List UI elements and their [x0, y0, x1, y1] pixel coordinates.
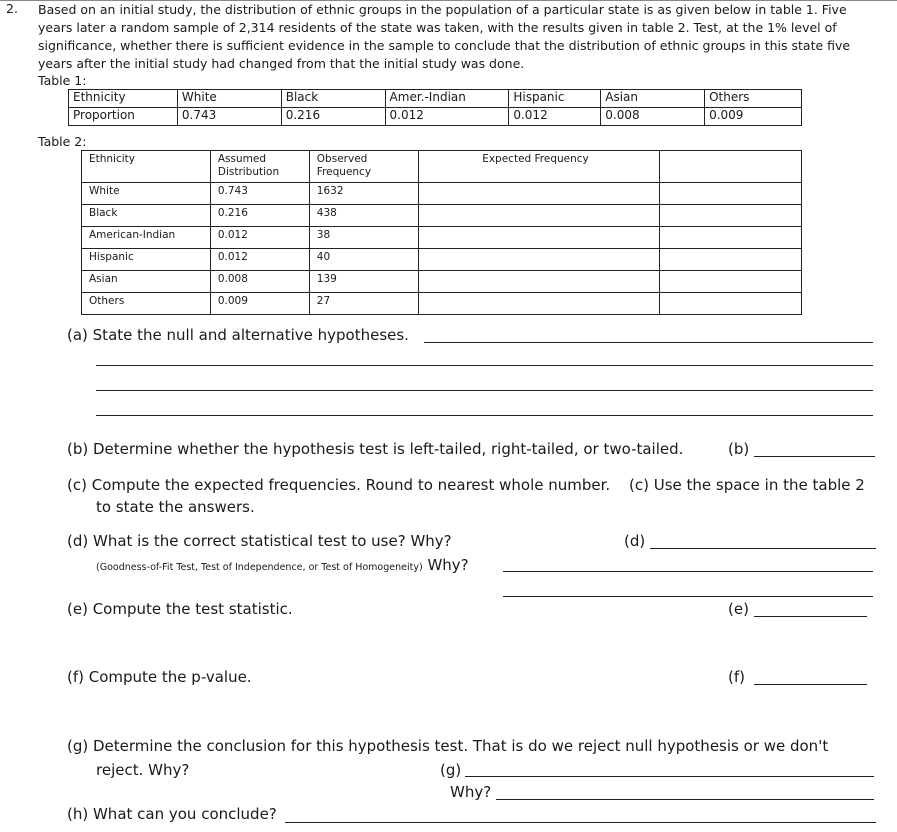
expected-frequency-answer[interactable]: [418, 249, 660, 271]
table2-cell: Hispanic: [82, 249, 211, 271]
table2-cell: 27: [309, 293, 418, 315]
part-c-prompt: (c) Compute the expected frequencies. Round to nearest whole number.: [67, 476, 611, 494]
part-f-answer-label: (f): [728, 668, 745, 686]
table2-header: Ethnicity: [82, 151, 211, 183]
part-g-why-label: Why?: [450, 783, 492, 801]
table2-cell: Black: [82, 205, 211, 227]
table1-cell: Others: [705, 90, 802, 108]
table2-cell: 139: [309, 271, 418, 293]
question-intro: Based on an initial study, the distribution of ethnic groups in the population of a particular state is as given below in table 1. Five years later a random sample of 2,314 residents of the state was taken, with the results given in table 2. Test, at the 1% level of significance, whether there is sufficient evidence in the sample to conclude that the distribution of ethnic groups in this state five years after the initial study had changed from that the initial study was done.: [38, 2, 851, 71]
table1-cell: Asian: [601, 90, 705, 108]
table1-label: Table 1:: [38, 73, 87, 88]
table2-cell: 40: [309, 249, 418, 271]
part-b-answer-label: (b): [728, 440, 750, 458]
table2-cell: 0.743: [210, 183, 309, 205]
table2-row: [82, 293, 802, 315]
table1: [68, 89, 802, 126]
table1-cell: 0.012: [385, 108, 509, 126]
part-g-prompt-cont: reject. Why?: [96, 761, 190, 779]
part-d-options-line: [96, 554, 469, 579]
answer-line-a[interactable]: [96, 390, 873, 391]
part-a-prompt: (a) State the null and alternative hypotheses.: [67, 326, 409, 344]
table2-row: [82, 227, 802, 249]
table1-cell: Black: [281, 90, 385, 108]
table2-header: Expected Frequency: [418, 151, 660, 183]
part-g-answer-label: (g): [440, 761, 462, 779]
expected-frequency-answer[interactable]: [418, 205, 660, 227]
answer-line-h[interactable]: [285, 822, 876, 823]
table1-cell: Amer.-Indian: [385, 90, 509, 108]
part-c-prompt-cont: to state the answers.: [96, 498, 255, 516]
table1-cell: 0.216: [281, 108, 385, 126]
part-c-note: (c) Use the space in the table 2: [629, 476, 865, 494]
table2-empty-cell: [660, 183, 802, 205]
table2-empty-cell: [660, 151, 802, 183]
answer-line-d-why[interactable]: [503, 571, 873, 572]
table2-empty-cell: [660, 227, 802, 249]
table2-empty-cell: [660, 271, 802, 293]
part-d-prompt: (d) What is the correct statistical test to use? Why?: [67, 532, 452, 550]
part-d-why-label: Why?: [427, 556, 469, 574]
table1-cell: Proportion: [69, 108, 178, 126]
table2-cell: 0.012: [210, 227, 309, 249]
answer-line-a[interactable]: [424, 342, 873, 343]
part-b-prompt: (b) Determine whether the hypothesis test is left-tailed, right-tailed, or two-tailed.: [67, 440, 684, 458]
table2-empty-cell: [660, 293, 802, 315]
table1-cell: 0.012: [509, 108, 601, 126]
part-d-options: (Goodness-of-Fit Test, Test of Independence, or Test of Homogeneity): [96, 562, 423, 573]
expected-frequency-answer[interactable]: [418, 293, 660, 315]
answer-line-e[interactable]: [754, 616, 867, 617]
table2-cell: 0.009: [210, 293, 309, 315]
table1-header-row: [69, 90, 802, 108]
answer-line-f[interactable]: [754, 684, 867, 685]
table2-cell: White: [82, 183, 211, 205]
part-g-prompt: (g) Determine the conclusion for this hypothesis test. That is do we reject null hypothesis or we don't: [67, 737, 829, 755]
expected-frequency-answer[interactable]: [418, 227, 660, 249]
table2-cell: 0.012: [210, 249, 309, 271]
table2: [81, 150, 802, 315]
table2-cell: 0.008: [210, 271, 309, 293]
table2-cell: 438: [309, 205, 418, 227]
part-e-answer-label: (e): [728, 600, 749, 618]
part-f-prompt: (f) Compute the p-value.: [67, 668, 252, 686]
table2-label: Table 2:: [38, 134, 87, 149]
table2-row: [82, 183, 802, 205]
answer-line-d-why[interactable]: [503, 596, 873, 597]
table1-cell: 0.008: [601, 108, 705, 126]
part-d-answer-label: (d): [624, 532, 646, 550]
table2-header: Observed Frequency: [309, 151, 418, 183]
table2-cell: American-Indian: [82, 227, 211, 249]
table1-cell: Ethnicity: [69, 90, 178, 108]
table1-cell: 0.009: [705, 108, 802, 126]
table2-empty-cell: [660, 205, 802, 227]
table2-cell: Asian: [82, 271, 211, 293]
answer-line-g[interactable]: [465, 776, 874, 777]
table2-header: Assumed Distribution: [210, 151, 309, 183]
answer-line-a[interactable]: [96, 415, 873, 416]
table2-row: [82, 205, 802, 227]
table2-header-row: [82, 151, 802, 183]
table1-data-row: [69, 108, 802, 126]
answer-line-g-why[interactable]: [496, 799, 874, 800]
part-h-prompt: (h) What can you conclude?: [67, 805, 277, 823]
table2-empty-cell: [660, 249, 802, 271]
table1-cell: White: [177, 90, 281, 108]
table2-row: [82, 271, 802, 293]
table2-cell: Others: [82, 293, 211, 315]
table2-cell: 38: [309, 227, 418, 249]
answer-line-b[interactable]: [754, 456, 875, 457]
expected-frequency-answer[interactable]: [418, 183, 660, 205]
answer-line-d[interactable]: [650, 548, 876, 549]
table1-cell: Hispanic: [509, 90, 601, 108]
table2-row: [82, 249, 802, 271]
expected-frequency-answer[interactable]: [418, 271, 660, 293]
answer-line-a[interactable]: [96, 365, 873, 366]
part-e-prompt: (e) Compute the test statistic.: [67, 600, 293, 618]
table2-cell: 1632: [309, 183, 418, 205]
table2-cell: 0.216: [210, 205, 309, 227]
question-number: 2.: [6, 1, 18, 16]
table1-cell: 0.743: [177, 108, 281, 126]
